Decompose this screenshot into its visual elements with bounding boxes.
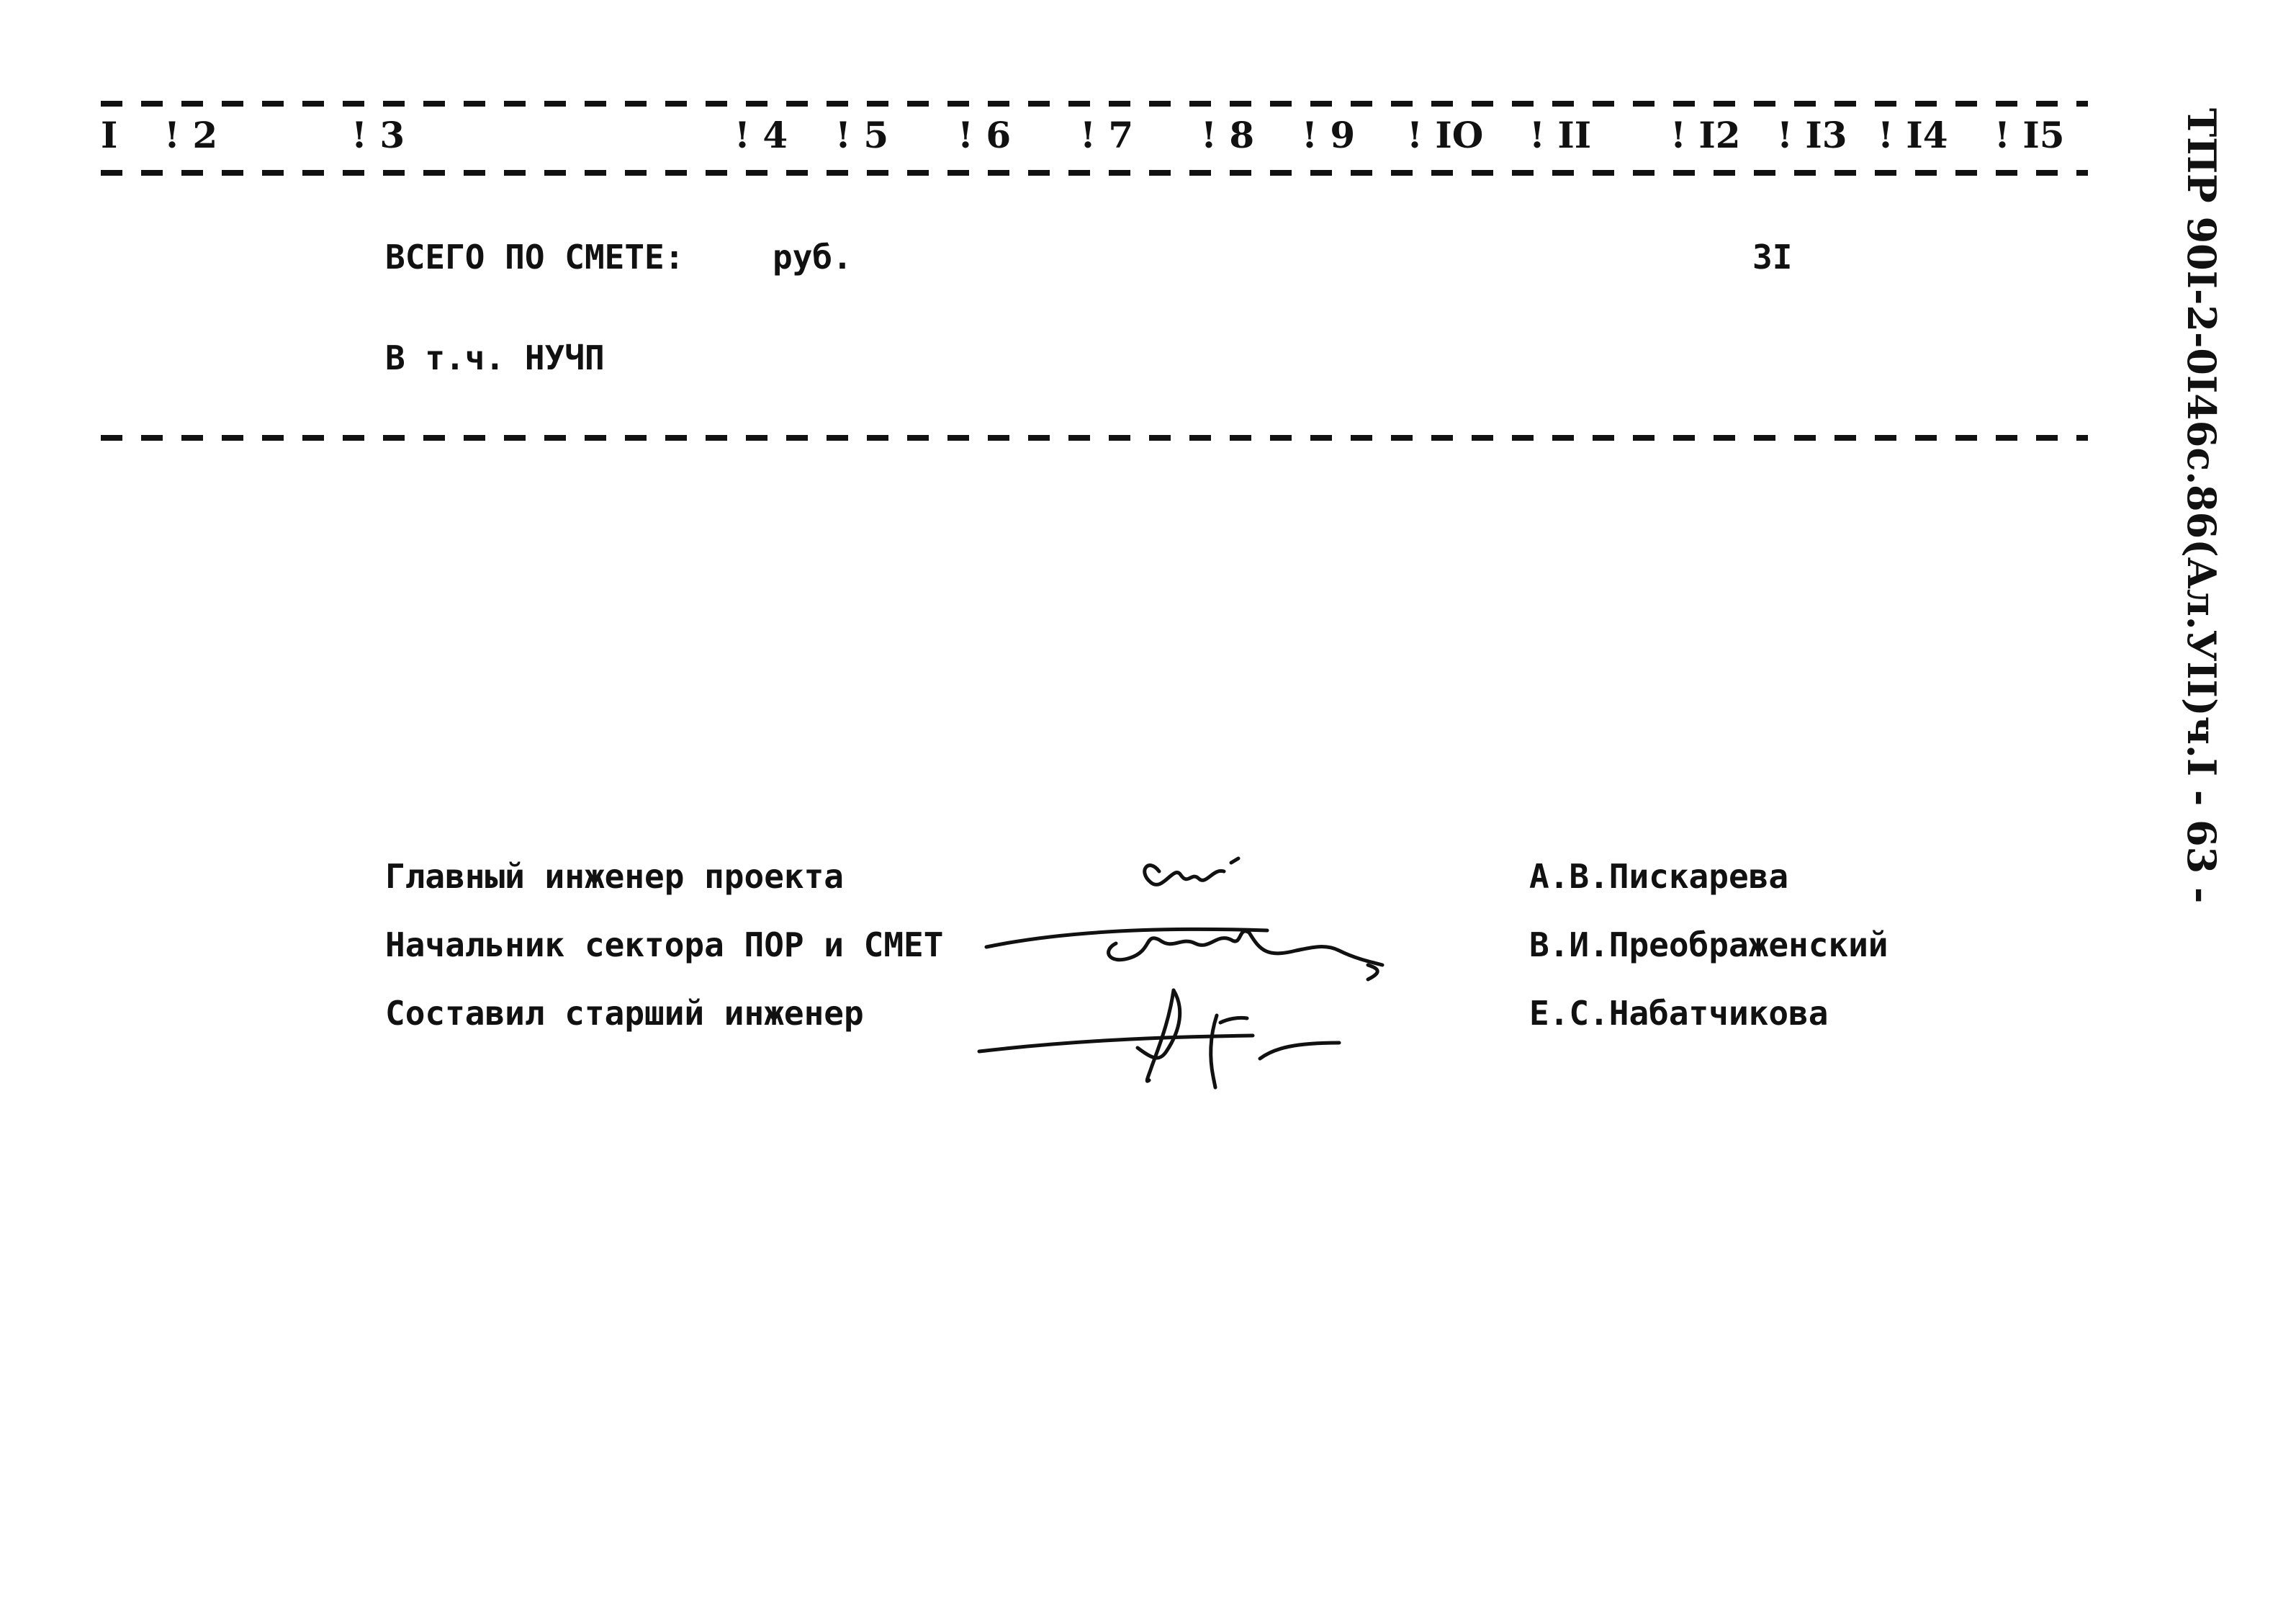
column-number: ! IO bbox=[1407, 114, 1484, 156]
column-number: ! 8 bbox=[1201, 114, 1255, 156]
document-side-code: ТПР 90I-2-0I46с.86(Ал.УII)ч.I - 63 - bbox=[2179, 108, 2225, 904]
column-number: ! 4 bbox=[734, 114, 788, 156]
signature-role: Составил старший инженер bbox=[385, 994, 864, 1033]
column-number: ! I3 bbox=[1777, 114, 1847, 156]
handwritten-signatures bbox=[965, 843, 1411, 1102]
column-number: ! I4 bbox=[1878, 114, 1948, 156]
column-number: ! 5 bbox=[835, 114, 889, 156]
column-number: I bbox=[101, 114, 118, 156]
total-label: ВСЕГО ПО СМЕТЕ: bbox=[385, 238, 685, 277]
column-number: ! 3 bbox=[351, 114, 405, 156]
column-number: ! 7 bbox=[1080, 114, 1134, 156]
signature-role: Начальник сектора ПОР и СМЕТ bbox=[385, 925, 944, 964]
header-bottom-rule bbox=[101, 170, 2088, 176]
signature-name: В.И.Преображенский bbox=[1529, 925, 1888, 964]
total-unit: руб. bbox=[773, 238, 852, 277]
header-top-rule bbox=[101, 101, 2088, 107]
including-label: В т.ч. НУЧП bbox=[385, 338, 605, 377]
column-number: ! II bbox=[1529, 114, 1592, 156]
total-value: 3I bbox=[1752, 238, 1793, 277]
column-number: ! I2 bbox=[1670, 114, 1741, 156]
signature-role: Главный инженер проекта bbox=[385, 857, 844, 896]
column-number-row bbox=[0, 114, 2160, 164]
signature-name: А.В.Пискарева bbox=[1529, 857, 1789, 896]
column-number: ! 9 bbox=[1302, 114, 1356, 156]
section-end-rule bbox=[101, 435, 2088, 441]
column-number: ! I5 bbox=[1994, 114, 2065, 156]
signature-name: Е.С.Набатчикова bbox=[1529, 994, 1829, 1033]
column-number: ! 6 bbox=[958, 114, 1012, 156]
column-number: ! 2 bbox=[164, 114, 218, 156]
